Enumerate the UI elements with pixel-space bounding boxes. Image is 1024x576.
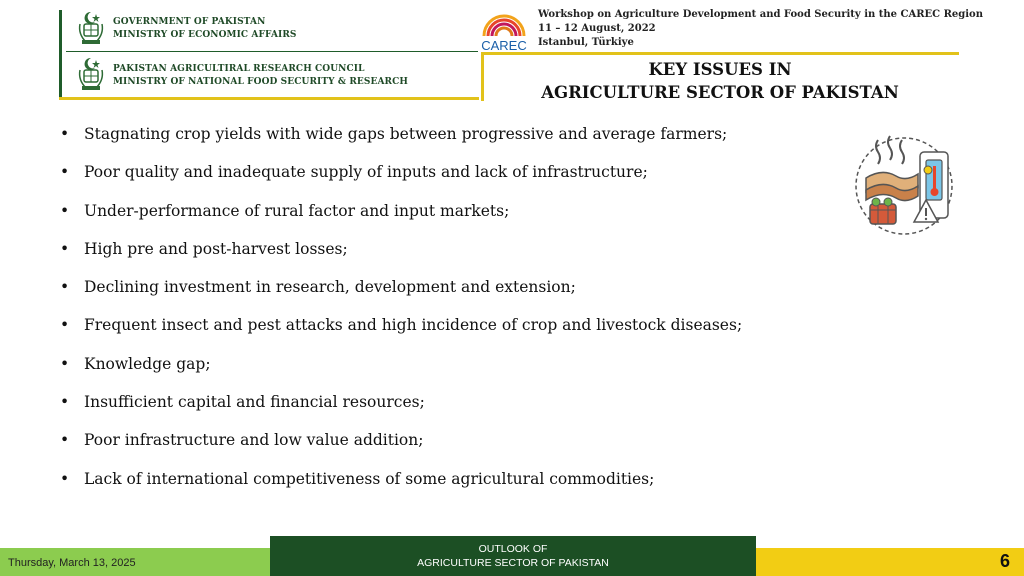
- bullet-text: Declining investment in research, development and extension;: [84, 278, 576, 297]
- header-bottom-border: [59, 97, 479, 100]
- footer-date: Thursday, March 13, 2025: [8, 557, 136, 569]
- footer-title-line1: OUTLOOK OF: [478, 543, 548, 555]
- bullet-text: Poor quality and inadequate supply of inputs and lack of infrastructure;: [84, 163, 648, 182]
- workshop-title: Workshop on Agriculture Development and Food Security in the CAREC Region: [538, 9, 983, 20]
- list-item: • High pre and post-harvest losses;: [60, 239, 840, 277]
- state-emblem-icon: [76, 10, 106, 46]
- list-item: • Insufficient capital and financial resources;: [60, 392, 840, 430]
- bullet-text: Under-performance of rural factor and input markets;: [84, 201, 510, 220]
- workshop-dates: 11 – 12 August, 2022: [538, 23, 656, 34]
- parc-org-name: [113, 63, 408, 89]
- bullet-text: High pre and post-harvest losses;: [84, 239, 348, 258]
- carec-logo-icon: [478, 8, 530, 52]
- key-issues-list: [60, 124, 840, 507]
- header-divider: [66, 51, 478, 52]
- list-item: • Lack of international competitiveness of some agricultural commodities;: [60, 469, 840, 507]
- header-left-border: [59, 10, 62, 100]
- title-left-border: [481, 53, 484, 101]
- bullet-text: Frequent insect and pest attacks and high incidence of crop and livestock diseases;: [84, 316, 743, 335]
- gov-line2: MINISTRY OF ECONOMIC AFFAIRS: [113, 30, 297, 40]
- gov-org-name: [113, 16, 297, 42]
- bullet-text: Stagnating crop yields with wide gaps between progressive and average farmers;: [84, 125, 728, 143]
- carec-logo-text: CAREC: [481, 38, 527, 52]
- footer-right-band: [756, 548, 1024, 576]
- gov-line1: GOVERNMENT OF PAKISTAN: [113, 17, 266, 27]
- parc-line2: MINISTRY OF NATIONAL FOOD SECURITY & RESEARCH: [113, 77, 408, 87]
- bullet-text: Poor infrastructure and low value addition;: [84, 431, 424, 450]
- bullet-text: Insufficient capital and financial resources;: [84, 393, 425, 412]
- list-item: • Knowledge gap;: [60, 354, 840, 392]
- list-item: • Poor quality and inadequate supply of inputs and lack of infrastructure;: [60, 162, 840, 200]
- workshop-info: [538, 8, 983, 50]
- slide-title-line2: AGRICULTURE SECTOR OF PAKISTAN: [541, 83, 899, 102]
- heat-drought-warning-icon: [852, 130, 956, 238]
- footer-title-line2: AGRICULTURE SECTOR OF PAKISTAN: [417, 557, 609, 569]
- state-emblem-icon: [76, 56, 106, 92]
- list-item: • Declining investment in research, development and extension;: [60, 277, 840, 315]
- list-item: • Frequent insect and pest attacks and high incidence of crop and livestock diseases;: [60, 315, 840, 353]
- page-number: 6: [999, 551, 1010, 571]
- title-top-border: [481, 52, 959, 55]
- bullet-text: Knowledge gap;: [84, 354, 211, 373]
- parc-line1: PAKISTAN AGRICULTIRAL RESEARCH COUNCIL: [113, 64, 365, 74]
- footer-title: [270, 542, 756, 570]
- bullet-text: Lack of international competitiveness of some agricultural commodities;: [84, 469, 655, 488]
- list-item: • Under-performance of rural factor and input markets;: [60, 201, 840, 239]
- list-item: • Stagnating crop yields with wide gaps between progressive and average farmers;: [60, 124, 840, 162]
- workshop-location: Istanbul, Türkiye: [538, 37, 634, 48]
- slide-title-line1: KEY ISSUES IN: [648, 60, 792, 79]
- slide-title: [500, 58, 940, 104]
- list-item: • Poor infrastructure and low value addition;: [60, 430, 840, 468]
